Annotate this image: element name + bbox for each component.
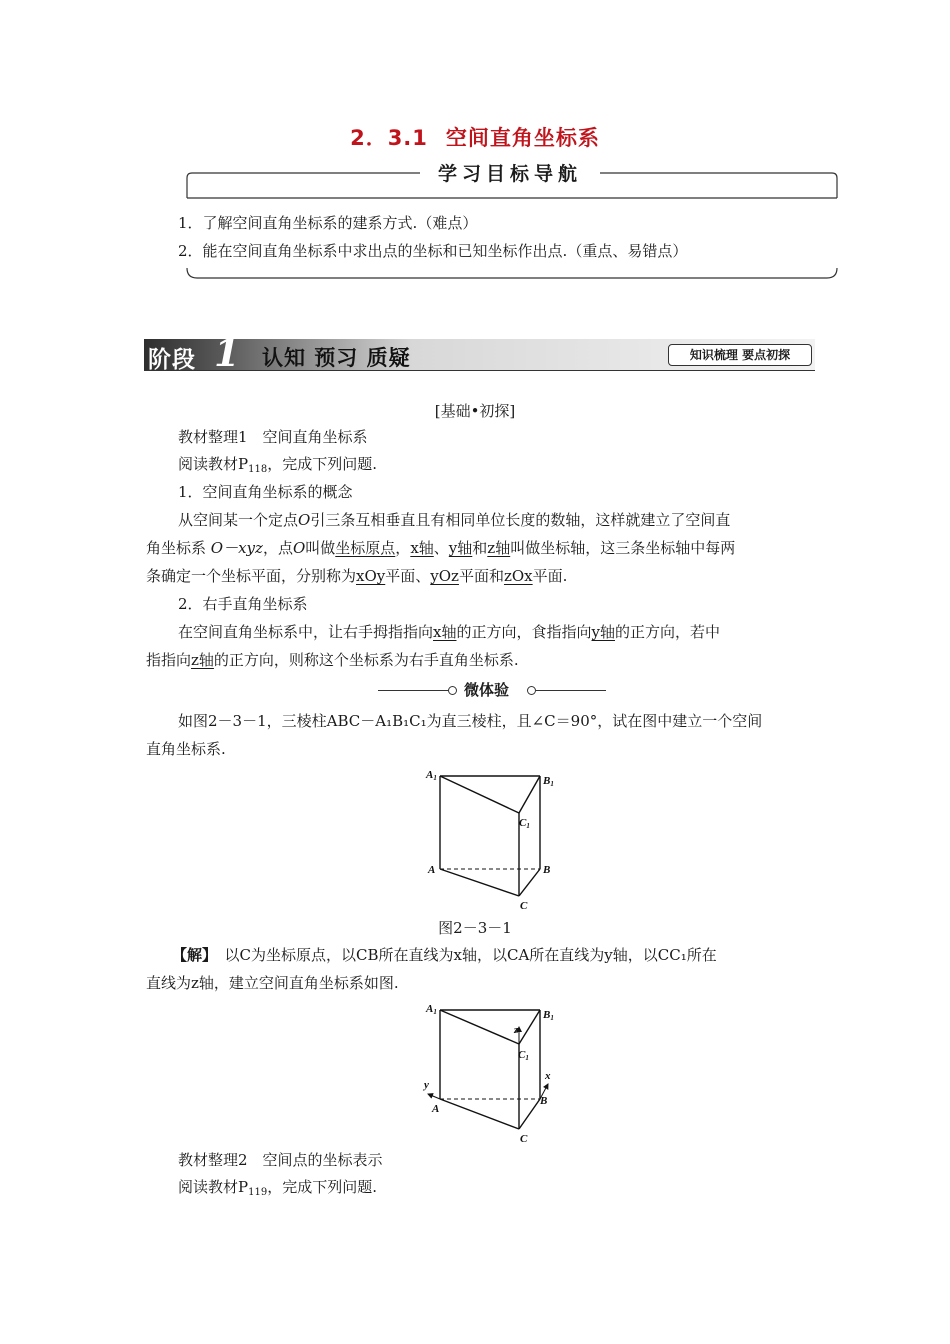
concept-line-2: 角坐标系 O－xyz，点O叫做坐标原点，x轴、y轴和z轴叫做坐标轴，这三条坐标轴中每两 <box>146 539 736 557</box>
concept-line-1: 从空间某一个定点O引三条互相垂直且有相同单位长度的数轴，这样就建立了空间直 <box>178 511 731 529</box>
material2-title: 教材整理2 空间点的坐标表示 <box>178 1151 383 1169</box>
label-a: A <box>432 1103 440 1115</box>
basics-label: [基础•初探] <box>434 402 516 420</box>
solution-line-1: 【解】 以C为坐标原点，以CB所在直线为x轴，以CA所在直线为y轴，以CC₁所在 <box>172 946 717 964</box>
concept-title: 1．空间直角坐标系的概念 <box>178 483 353 501</box>
right-hand-line-2: 指指向z轴的正方向，则称这个坐标系为右手直角坐标系. <box>146 651 519 669</box>
micro-question-2: 直角坐标系. <box>146 740 226 758</box>
micro-divider-dot-left <box>448 686 457 695</box>
micro-divider-right <box>536 690 606 691</box>
material2-read: 阅读教材$P_{119}$，完成下列问题. <box>178 1178 377 1198</box>
page-title <box>0 122 950 152</box>
section-number: 2．3.1 <box>350 126 428 150</box>
right-hand-title: 2．右手直角坐标系 <box>178 595 308 613</box>
answer-zox: zOx <box>503 567 533 585</box>
label-a1: A1 <box>426 769 437 782</box>
label-b1: B1 <box>543 1009 554 1022</box>
solution-tag: 【解】 <box>172 946 210 964</box>
stage-number: 1 <box>214 331 240 375</box>
label-c: C <box>520 1133 528 1145</box>
figure-caption: 图2－3－1 <box>438 919 512 937</box>
answer-y-axis: y轴 <box>448 539 473 557</box>
material1-title: 教材整理1 空间直角坐标系 <box>178 428 368 446</box>
label-z: z <box>514 1024 519 1036</box>
answer-z-axis: z轴 <box>487 539 511 557</box>
stage-tag: 知识梳理 要点初探 <box>668 344 812 366</box>
micro-label: 微体验 <box>464 681 510 699</box>
goal-item-1: 1．了解空间直角坐标系的建系方式.（难点） <box>178 214 478 232</box>
stage-word: 阶段 <box>148 347 196 373</box>
label-y: y <box>424 1079 429 1091</box>
label-c: C <box>520 900 528 912</box>
label-c1: C1 <box>519 817 530 830</box>
label-a: A <box>428 864 436 876</box>
label-b: B <box>543 864 551 876</box>
answer-origin: 坐标原点 <box>335 539 396 557</box>
goal-item-2: 2．能在空间直角坐标系中求出点的坐标和已知坐标作出点.（重点、易错点） <box>178 242 688 260</box>
label-x: x <box>545 1070 551 1082</box>
prism-figure-2 <box>414 1002 564 1148</box>
label-b: B <box>540 1095 548 1107</box>
label-a1: A1 <box>426 1003 437 1016</box>
right-hand-line-1: 在空间直角坐标系中，让右手拇指指向x轴的正方向，食指指向y轴的正方向，若中 <box>178 623 720 641</box>
solution-line-2: 直线为z轴，建立空间直角坐标系如图. <box>146 974 399 992</box>
label-b1: B1 <box>543 775 554 788</box>
goals-heading: 学习目标导航 <box>420 159 600 185</box>
answer-yoz: yOz <box>430 567 459 585</box>
label-c1: C1 <box>518 1049 529 1062</box>
section-title: 空间直角坐标系 <box>445 126 600 150</box>
answer-x-axis: x轴 <box>410 539 434 557</box>
concept-line-3: 条确定一个坐标平面，分别称为xOy平面、yOz平面和zOx平面. <box>146 567 568 585</box>
material1-read: 阅读教材$P_{118}$，完成下列问题. <box>178 455 377 475</box>
micro-divider-left <box>378 690 448 691</box>
micro-divider-dot-right <box>527 686 536 695</box>
answer-xoy: xOy <box>356 567 386 585</box>
prism-figure-1 <box>420 766 560 916</box>
stage-subtitle: 认知 预习 质疑 <box>262 346 411 370</box>
micro-question-1: 如图2－3－1，三棱柱ABC－A₁B₁C₁为直三棱柱，且∠C＝90°，试在图中建立一个空间 <box>178 712 763 730</box>
